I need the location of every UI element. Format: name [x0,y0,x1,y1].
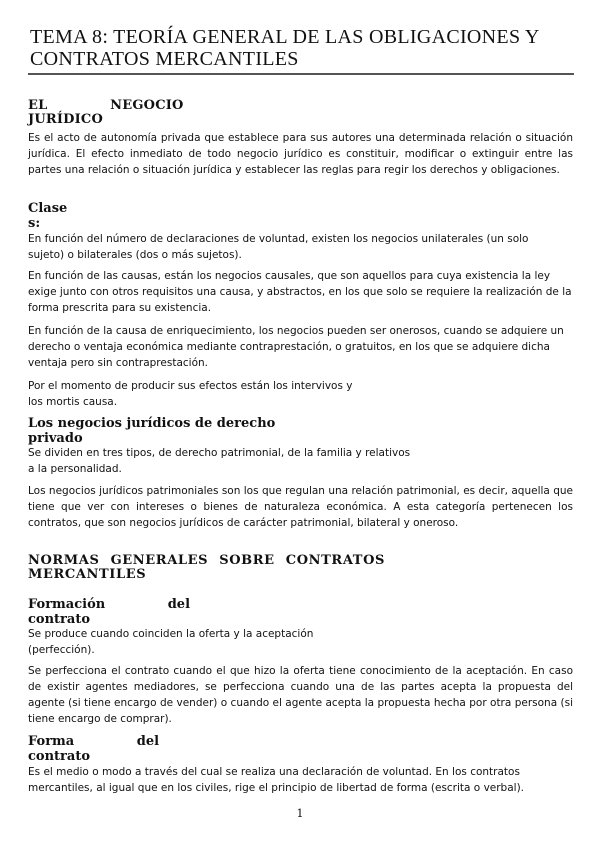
heading-line: Formación del [28,597,191,612]
heading-line: Clase [28,201,68,216]
heading-line: Forma del [28,734,160,749]
subheading-forma-contrato [28,734,159,764]
paragraph-clases-declaraciones [28,231,528,263]
subheading-derecho-privado [28,416,275,446]
text-line: Se produce cuando coinciden la oferta y la aceptación [28,628,314,640]
heading-line: privado [28,431,83,446]
text-line: (perfección). [28,644,95,656]
heading-line: contrato [28,612,90,627]
paragraph-formacion-definicion [28,626,313,658]
heading-line: EL NEGOCIO [28,98,184,113]
page-title-line2: CONTRATOS MERCANTILES [30,48,299,70]
text-line: Por el momento de producir sus efectos están los intervivos y [28,380,353,392]
heading-line: JURÍDICO [28,112,103,127]
paragraph-forma-definicion: Es el medio o modo a través del cual se realiza una declaración de voluntad. En los contratos mercantiles, al igual que en los civiles, rige el principio de libertad de forma (escrita o verbal). [28,766,525,794]
paragraph-formacion-perfeccion: Se perfecciona el contrato cuando el que hizo la oferta tiene conocimiento de la aceptación. En caso de existir agentes mediadores, se perfecciona cuando una de las partes acepta la propuesta del agente (si tiene encargo de vender) o cuando el agente acepta la propuesta hecha por otra persona (si tiene encargo de comprar). [28,665,573,725]
heading-line: MERCANTILES [28,567,147,582]
heading-line: Los negocios jurídicos de derecho [28,416,276,431]
paragraph-clases-momento [28,378,352,410]
page-title-line1: TEMA 8: TEORÍA GENERAL DE LAS OBLIGACIONES Y [30,26,540,48]
subheading-formacion-contrato [28,597,190,627]
heading-line: NORMAS GENERALES SOBRE CONTRATOS [28,553,385,568]
text-line: Se dividen en tres tipos, de derecho patrimonial, de la familia y relativos [28,447,411,459]
paragraph-clases-enriquecimiento: En función de la causa de enriquecimiento, los negocios pueden ser onerosos, cuando se adquiere un derecho o ventaja económica mediante contraprestación, o gratuitos, en los que se adquiere dicha ventaja pero sin contraprestación. [28,325,564,369]
page-title [30,26,575,70]
section-heading-negocio-juridico [28,99,184,127]
text-line: En función del número de declaraciones de voluntad, existen los negocios unilaterales (un solo [28,233,529,245]
text-line: a la personalidad. [28,463,122,475]
paragraph-privado-patrimoniales: Los negocios jurídicos patrimoniales son los que regulan una relación patrimonial, es decir, aquella que tiene que ver con intereses o bienes de naturaleza económica. A esta categoría pertenecen los contratos, que son negocios jurídicos de carácter patrimonial, bilateral y oneroso. [28,485,573,529]
subheading-clases [28,201,67,231]
text-line: los mortis causa. [28,396,118,408]
heading-line: contrato [28,749,90,764]
text-line: sujeto) o bilaterales (dos o más sujetos). [28,249,242,261]
section-heading-normas-generales [28,554,385,582]
paragraph-negocio-definition: Es el acto de autonomía privada que establece para sus autores una determinada relación o situación jurídica. El efecto inmediato de todo negocio jurídico es constituir, modificar o extinguir entre las partes una relación o situación jurídica y establecer las reglas para regir los derechos y obligaciones. [28,132,573,176]
paragraph-clases-causas: En función de las causas, están los negocios causales, que son aquellos para cuya existencia la ley exige junto con otros requisitos una causa, y abstractos, en los que solo se requiere la realización de la forma prescrita para su existencia. [28,270,572,314]
heading-line: s: [28,216,41,231]
page-number: 1 [296,807,304,820]
paragraph-privado-tipos [28,445,410,477]
title-divider [28,73,574,75]
